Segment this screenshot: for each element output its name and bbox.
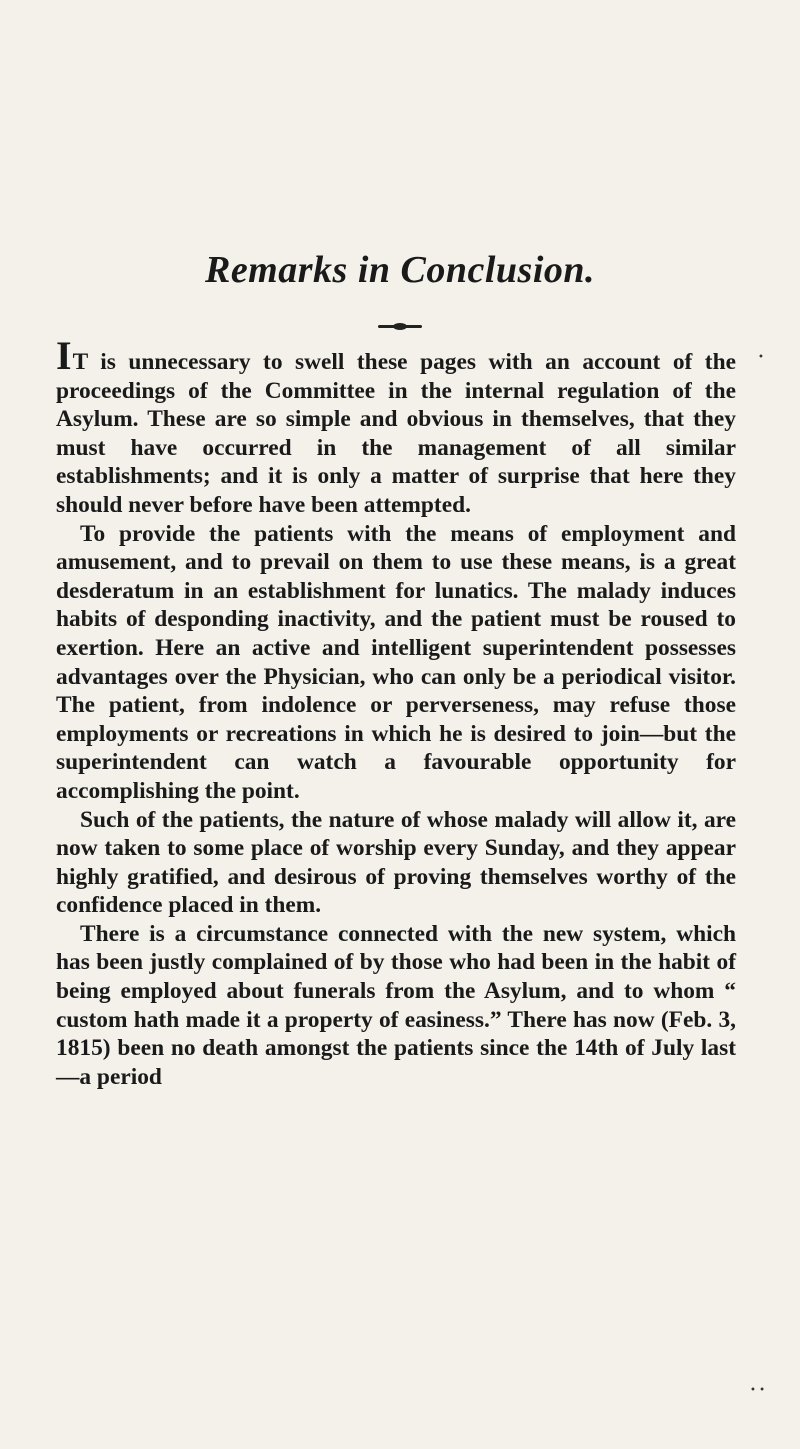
paragraph-4: There is a circumstance connected with the new system, which has been justly complained of by those who had been in the habit of being employed about funerals from the Asylum, and to whom “ custom hath made it a property of easiness.” There has now (Feb. 3, 1815) been no death amongst the patients since the 14th of July last—a period	[56, 920, 736, 1090]
section-heading: Remarks in Conclusion.	[204, 249, 596, 291]
first-letter-rest: T	[72, 349, 88, 375]
margin-dot-mark: •	[758, 352, 764, 363]
paragraph-2: To provide the patients with the means of employment and amusement, and to prevail on them to use these means, is a great desderatum in an establishment for lunatics. The malady induces habits of desponding inactivity, and the patient must be roused to exertion. Here an active and intelligent superintendent possesses advantages over the Physician, who can only be a periodical visitor. The patient, from indolence or perverseness, may refuse those employments or recreations in which he is desired to join—but the superintendent can watch a favourable opportunity for accomplishing the point.	[56, 520, 736, 804]
paragraph-3: Such of the patients, the nature of whose malady will allow it, are now taken to some place of worship every Sunday, and they appear highly gratified, and desirous of proving themselves worthy of the confidence placed in them.	[56, 806, 736, 919]
paragraph-1	[56, 333, 736, 520]
paragraph-1-text: is unnecessary to swell these pages with an account of the proceedings of the Committee in the internal regulation of the Asylum. These are so simple and obvious in themselves, that they must have occurred in the management of all similar establishments; and it is only a matter of surprise that here they should never before have been attempted.	[56, 349, 736, 518]
drop-cap: I	[56, 333, 72, 378]
margin-dot-mark: • •	[750, 1385, 765, 1396]
body-text	[56, 333, 736, 1091]
ornamental-rule	[378, 325, 422, 328]
